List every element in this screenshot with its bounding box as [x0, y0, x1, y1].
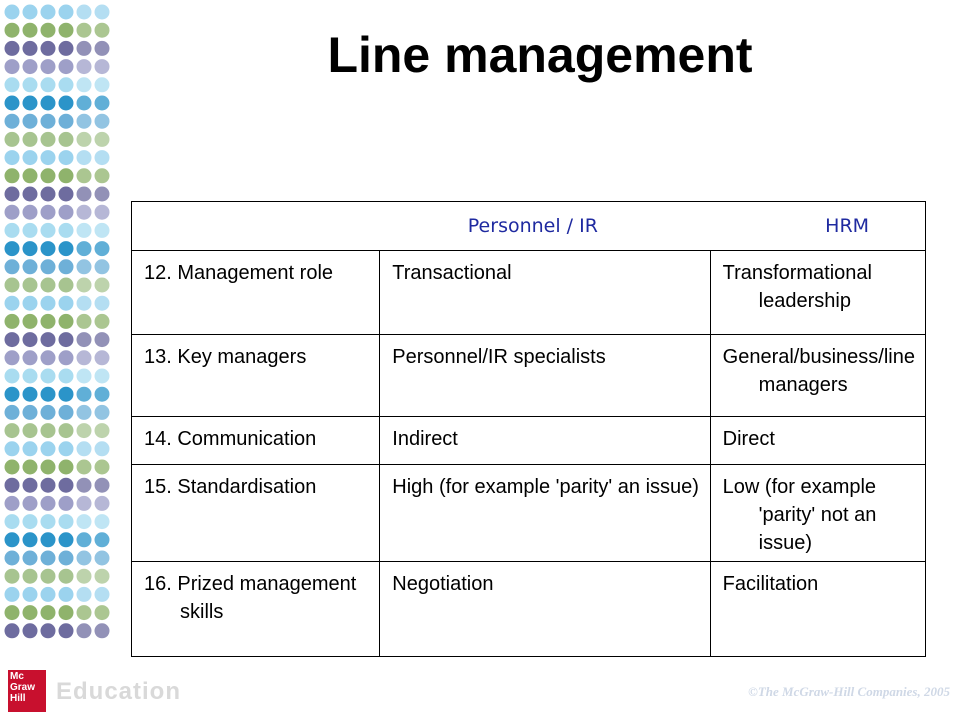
- table-row: [132, 562, 926, 657]
- decorative-dot: [95, 41, 110, 56]
- decorative-dot: [95, 532, 110, 547]
- decorative-dot: [77, 205, 92, 220]
- decorative-dot: [23, 5, 38, 20]
- decorative-dot: [41, 350, 56, 365]
- decorative-dot: [77, 77, 92, 92]
- decorative-dot: [77, 332, 92, 347]
- decorative-dot: [23, 460, 38, 475]
- decorative-dot: [77, 532, 92, 547]
- decorative-dot: [5, 132, 20, 147]
- decorative-dot: [95, 478, 110, 493]
- decorative-dot: [59, 605, 74, 620]
- decorative-dot: [59, 423, 74, 438]
- decorative-dot: [23, 150, 38, 165]
- decorative-dot: [95, 314, 110, 329]
- decorative-dot: [95, 223, 110, 238]
- decorative-dot: [95, 59, 110, 74]
- decorative-dot: [23, 168, 38, 183]
- decorative-dot: [59, 150, 74, 165]
- slide-title: Line management: [327, 27, 753, 83]
- decorative-dot: [41, 77, 56, 92]
- decorative-dot: [95, 150, 110, 165]
- decorative-dot: [41, 423, 56, 438]
- decorative-dot: [77, 350, 92, 365]
- table-header-cell: [132, 202, 380, 251]
- decorative-dot: [95, 369, 110, 384]
- table-cell: Direct: [710, 417, 925, 465]
- decorative-dot: [95, 387, 110, 402]
- decorative-dot: [59, 77, 74, 92]
- decorative-dot: [23, 205, 38, 220]
- decorative-dot: [59, 96, 74, 111]
- decorative-dot: [59, 332, 74, 347]
- decorative-dot: [41, 587, 56, 602]
- decorative-dot: [41, 405, 56, 420]
- decorative-dot: [41, 314, 56, 329]
- decorative-dot: [5, 223, 20, 238]
- decorative-dot: [59, 369, 74, 384]
- decorative-dot: [23, 132, 38, 147]
- decorative-dot: [59, 23, 74, 38]
- decorative-dot: [5, 278, 20, 293]
- decorative-dot: [77, 605, 92, 620]
- decorative-dot: [23, 623, 38, 638]
- decorative-dot: [95, 460, 110, 475]
- decorative-dot: [77, 223, 92, 238]
- decorative-dot: [95, 623, 110, 638]
- decorative-dot: [95, 551, 110, 566]
- comparison-table: [131, 201, 926, 657]
- decorative-dot: [77, 241, 92, 256]
- decorative-dot: [41, 478, 56, 493]
- copyright-notice: ©The McGraw-Hill Companies, 2005: [748, 684, 950, 699]
- decorative-dot: [5, 569, 20, 584]
- decorative-dot: [5, 241, 20, 256]
- table-row: [132, 335, 926, 417]
- decorative-dot: [41, 168, 56, 183]
- decorative-dot: [5, 114, 20, 129]
- decorative-dot: [77, 259, 92, 274]
- table-cell: Negotiation: [380, 562, 710, 657]
- decorative-dot: [59, 478, 74, 493]
- decorative-dot: [59, 532, 74, 547]
- decorative-dot: [95, 605, 110, 620]
- decorative-dot: [59, 587, 74, 602]
- decorative-dot: [41, 150, 56, 165]
- decorative-dot: [5, 41, 20, 56]
- decorative-dot: [77, 423, 92, 438]
- decorative-dot: [5, 532, 20, 547]
- decorative-dot: [5, 605, 20, 620]
- decorative-dot: [23, 423, 38, 438]
- table-row: [132, 465, 926, 562]
- decorative-dot: [23, 223, 38, 238]
- decorative-dot: [23, 278, 38, 293]
- table-cell: 16. Prized management skills: [132, 562, 380, 657]
- table-cell: Facilitation: [710, 562, 925, 657]
- decorative-dot: [41, 332, 56, 347]
- table-cell: High (for example 'parity' an issue): [380, 465, 710, 562]
- decorative-dot: [59, 187, 74, 202]
- decorative-dot: [5, 350, 20, 365]
- decorative-dot: [59, 387, 74, 402]
- decorative-dot: [41, 259, 56, 274]
- decorative-dot: [95, 514, 110, 529]
- table-header-cell: HRM: [710, 202, 925, 251]
- decorative-dot: [5, 150, 20, 165]
- decorative-dot: [77, 314, 92, 329]
- decorative-dot: [23, 114, 38, 129]
- decorative-dot: [5, 405, 20, 420]
- decorative-dot: [23, 314, 38, 329]
- decorative-dot: [59, 551, 74, 566]
- decorative-dot: [41, 132, 56, 147]
- decorative-dot: [77, 623, 92, 638]
- decorative-dot: [59, 314, 74, 329]
- decorative-dot: [23, 551, 38, 566]
- decorative-dot: [95, 405, 110, 420]
- decorative-dot: [95, 259, 110, 274]
- decorative-dot: [95, 132, 110, 147]
- decorative-dot: [41, 205, 56, 220]
- table-cell: 13. Key managers: [132, 335, 380, 417]
- decorative-dot: [95, 587, 110, 602]
- decorative-dot: [59, 223, 74, 238]
- decorative-dot: [41, 514, 56, 529]
- decorative-dot: [77, 296, 92, 311]
- table-cell: 15. Standardisation: [132, 465, 380, 562]
- decorative-dot: [5, 332, 20, 347]
- decorative-dot: [23, 441, 38, 456]
- decorative-dot: [23, 59, 38, 74]
- decorative-dot: [41, 241, 56, 256]
- decorative-dot: [41, 369, 56, 384]
- decorative-dot: [5, 96, 20, 111]
- decorative-dot: [95, 205, 110, 220]
- decorative-dot: [5, 205, 20, 220]
- decorative-dot: [23, 96, 38, 111]
- decorative-dot: [23, 332, 38, 347]
- decorative-dot: [41, 41, 56, 56]
- decorative-dot: [23, 405, 38, 420]
- decorative-dot: [23, 496, 38, 511]
- decorative-dot: [23, 23, 38, 38]
- table-cell: General/business/line managers: [710, 335, 925, 417]
- decorative-dot: [77, 59, 92, 74]
- decorative-dot: [95, 114, 110, 129]
- decorative-dot: [77, 496, 92, 511]
- decorative-dot: [59, 168, 74, 183]
- table-cell: Transformational leadership: [710, 251, 925, 335]
- decorative-dot: [59, 278, 74, 293]
- decorative-dot: [59, 114, 74, 129]
- decorative-dot: [77, 96, 92, 111]
- decorative-dot: [77, 5, 92, 20]
- decorative-dot: [59, 205, 74, 220]
- decorative-dot-pattern: [0, 0, 120, 640]
- decorative-dot: [59, 132, 74, 147]
- publisher-logo: Mc Graw Hill: [8, 670, 46, 712]
- decorative-dot: [77, 114, 92, 129]
- decorative-dot: [23, 77, 38, 92]
- decorative-dot: [77, 405, 92, 420]
- decorative-dot: [41, 23, 56, 38]
- decorative-dot: [41, 223, 56, 238]
- decorative-dot: [23, 532, 38, 547]
- decorative-dot: [95, 96, 110, 111]
- decorative-dot: [5, 369, 20, 384]
- decorative-dot: [59, 41, 74, 56]
- decorative-dot: [41, 441, 56, 456]
- table-cell: 14. Communication: [132, 417, 380, 465]
- decorative-dot: [77, 514, 92, 529]
- decorative-dot: [41, 551, 56, 566]
- decorative-dot: [77, 150, 92, 165]
- decorative-dot: [95, 496, 110, 511]
- table-cell: Low (for example 'parity' not an issue): [710, 465, 925, 562]
- decorative-dot: [5, 296, 20, 311]
- decorative-dot: [23, 41, 38, 56]
- decorative-dot: [95, 187, 110, 202]
- decorative-dot: [41, 496, 56, 511]
- decorative-dot: [95, 278, 110, 293]
- decorative-dot: [59, 569, 74, 584]
- decorative-dot: [77, 478, 92, 493]
- decorative-dot: [23, 587, 38, 602]
- decorative-dot: [23, 350, 38, 365]
- table-cell: Indirect: [380, 417, 710, 465]
- decorative-dot: [41, 114, 56, 129]
- decorative-dot: [23, 387, 38, 402]
- table-row: [132, 417, 926, 465]
- decorative-dot: [77, 587, 92, 602]
- decorative-dot: [41, 569, 56, 584]
- decorative-dot: [95, 5, 110, 20]
- decorative-dot: [5, 59, 20, 74]
- decorative-dot: [5, 168, 20, 183]
- decorative-dot: [95, 296, 110, 311]
- decorative-dot: [77, 168, 92, 183]
- decorative-dot: [41, 187, 56, 202]
- decorative-dot: [5, 5, 20, 20]
- decorative-dot: [77, 441, 92, 456]
- decorative-dot: [95, 168, 110, 183]
- table-header-cell: Personnel / IR: [380, 202, 710, 251]
- decorative-dot: [95, 350, 110, 365]
- decorative-dot: [41, 5, 56, 20]
- decorative-dot: [23, 605, 38, 620]
- decorative-dot: [95, 441, 110, 456]
- decorative-dot: [77, 23, 92, 38]
- decorative-dot: [5, 259, 20, 274]
- decorative-dot: [95, 569, 110, 584]
- publisher-logo-word: Education: [56, 678, 182, 705]
- decorative-dot: [77, 569, 92, 584]
- table-cell: 12. Management role: [132, 251, 380, 335]
- decorative-dot: [5, 23, 20, 38]
- decorative-dot: [95, 241, 110, 256]
- decorative-dot: [5, 423, 20, 438]
- decorative-dot: [5, 551, 20, 566]
- decorative-dot: [5, 77, 20, 92]
- decorative-dot: [5, 387, 20, 402]
- table-cell: Personnel/IR specialists: [380, 335, 710, 417]
- decorative-dot: [77, 551, 92, 566]
- decorative-dot: [41, 59, 56, 74]
- decorative-dot: [77, 41, 92, 56]
- decorative-dot: [41, 605, 56, 620]
- decorative-dot: [5, 623, 20, 638]
- decorative-dot: [23, 187, 38, 202]
- decorative-dot: [5, 187, 20, 202]
- decorative-dot: [5, 478, 20, 493]
- decorative-dot: [5, 496, 20, 511]
- decorative-dot: [41, 96, 56, 111]
- decorative-dot: [77, 460, 92, 475]
- decorative-dot: [59, 460, 74, 475]
- table-header-row: [132, 202, 926, 251]
- decorative-dot: [95, 77, 110, 92]
- decorative-dot: [59, 405, 74, 420]
- decorative-dot: [5, 514, 20, 529]
- decorative-dot: [41, 387, 56, 402]
- decorative-dot: [59, 296, 74, 311]
- decorative-dot: [23, 241, 38, 256]
- decorative-dot: [41, 460, 56, 475]
- decorative-dot: [59, 514, 74, 529]
- decorative-dot: [59, 59, 74, 74]
- table-row: [132, 251, 926, 335]
- decorative-dot: [23, 569, 38, 584]
- decorative-dot: [23, 369, 38, 384]
- decorative-dot: [59, 623, 74, 638]
- decorative-dot: [5, 441, 20, 456]
- decorative-dot: [77, 278, 92, 293]
- decorative-dot: [23, 478, 38, 493]
- decorative-dot: [59, 5, 74, 20]
- decorative-dot: [5, 587, 20, 602]
- decorative-dot: [5, 314, 20, 329]
- decorative-dot: [59, 441, 74, 456]
- decorative-dot: [95, 23, 110, 38]
- decorative-dot: [23, 296, 38, 311]
- table-cell: Transactional: [380, 251, 710, 335]
- decorative-dot: [41, 278, 56, 293]
- decorative-dot: [59, 259, 74, 274]
- decorative-dot: [59, 496, 74, 511]
- decorative-dot: [41, 532, 56, 547]
- decorative-dot: [59, 350, 74, 365]
- decorative-dot: [77, 387, 92, 402]
- decorative-dot: [95, 423, 110, 438]
- decorative-dot: [41, 623, 56, 638]
- decorative-dot: [77, 369, 92, 384]
- decorative-dot: [77, 132, 92, 147]
- decorative-dot: [5, 460, 20, 475]
- decorative-dot: [23, 514, 38, 529]
- decorative-dot: [95, 332, 110, 347]
- decorative-dot: [59, 241, 74, 256]
- decorative-dot: [41, 296, 56, 311]
- decorative-dot: [23, 259, 38, 274]
- decorative-dot: [77, 187, 92, 202]
